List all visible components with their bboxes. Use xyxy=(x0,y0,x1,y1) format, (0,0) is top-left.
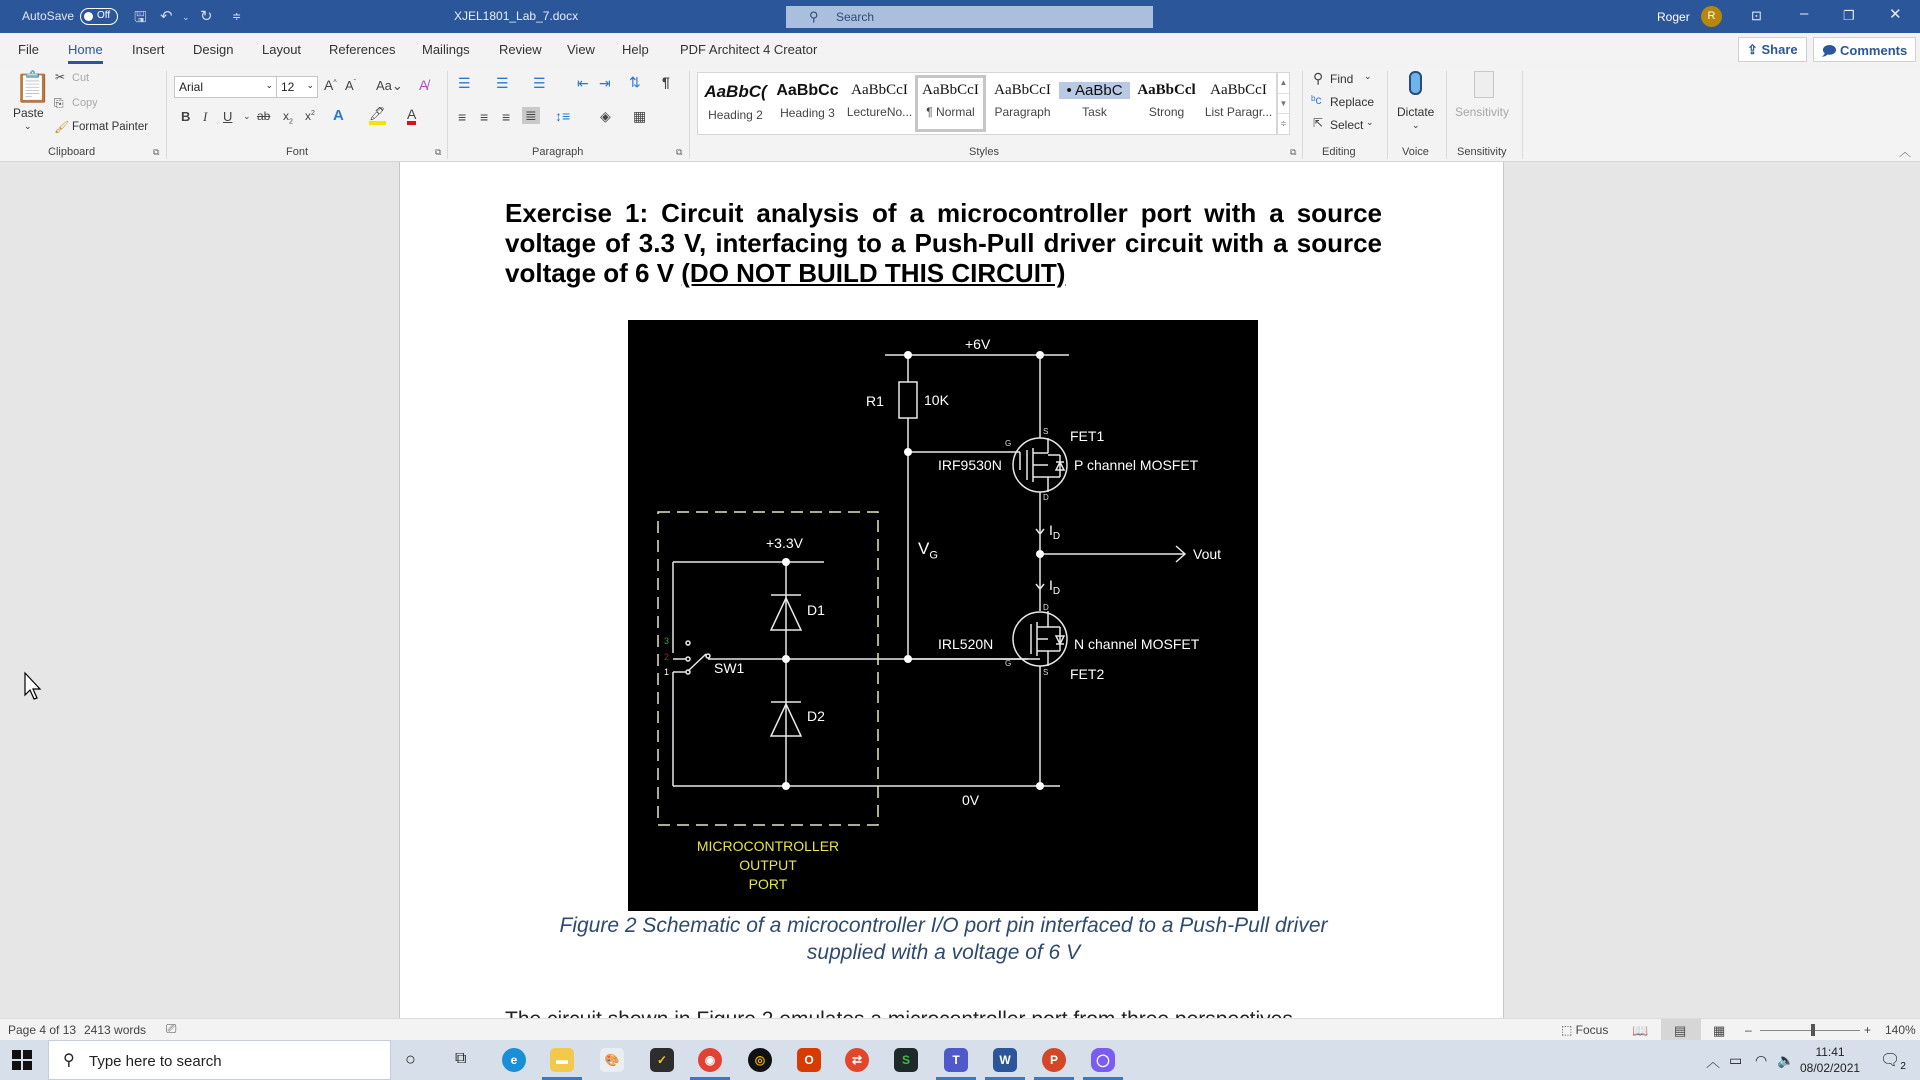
chevron-down-icon: ⌄ xyxy=(1364,71,1372,81)
supply-6v-label: +6V xyxy=(965,336,991,352)
undo-icon[interactable]: ↶ xyxy=(160,8,173,25)
separator xyxy=(447,71,448,159)
style-sample: AaBbCcI xyxy=(851,82,908,98)
paintbrush-icon: 🖌 xyxy=(54,120,70,134)
font-launcher-icon[interactable]: ⧉ xyxy=(435,147,442,157)
green-app-icon[interactable]: S xyxy=(894,1048,918,1072)
tab-view[interactable]: View xyxy=(567,42,595,57)
undo-dropdown-icon[interactable]: ⌄ xyxy=(182,12,190,22)
font-color-icon[interactable]: A xyxy=(407,107,416,125)
zoom-out-icon[interactable]: – xyxy=(1745,1023,1752,1037)
fet2-pin-g: G xyxy=(1005,659,1012,668)
line-spacing-icon[interactable]: ↕≡ xyxy=(555,108,571,124)
fet1-pin-d: D xyxy=(1043,493,1049,502)
align-center-icon[interactable]: ≡ xyxy=(480,109,489,125)
heading-warning: (DO NOT BUILD THIS CIRCUIT) xyxy=(681,258,1066,288)
voice-group-label: Voice xyxy=(1402,146,1429,158)
borders-icon[interactable]: ▦ xyxy=(633,108,647,124)
styles-group-label: Styles xyxy=(969,146,999,158)
style-name: Strong xyxy=(1148,105,1185,119)
vg-subscript: G xyxy=(929,549,938,562)
autosave-state: Off xyxy=(97,10,111,21)
clock-date: 08/02/2021 xyxy=(1800,1061,1861,1075)
windows-start-icon[interactable] xyxy=(12,1050,32,1070)
exercise-heading xyxy=(505,198,1382,288)
word-count[interactable]: 2413 words xyxy=(84,1023,147,1037)
fet1-type: P channel MOSFET xyxy=(1074,457,1199,473)
style-sample: AaBbCcI xyxy=(922,82,979,98)
fet2-name: FET2 xyxy=(1070,666,1105,682)
style-normal[interactable] xyxy=(915,75,986,132)
clipboard-group-label: Clipboard xyxy=(48,146,96,158)
document-page[interactable] xyxy=(399,162,1504,1062)
font-size-value: 12 xyxy=(281,80,295,94)
separator xyxy=(1302,71,1303,159)
font-group-label: Font xyxy=(286,146,309,158)
figure-caption xyxy=(505,912,1382,966)
separator xyxy=(166,71,167,159)
replace-icon: ᵇc xyxy=(1311,93,1322,107)
minimize-icon[interactable]: – xyxy=(1800,5,1809,22)
avatar[interactable]: R xyxy=(1701,6,1722,27)
norton-icon[interactable]: ✓ xyxy=(650,1048,674,1072)
clipboard-launcher-icon[interactable]: ⧉ xyxy=(153,147,160,157)
change-case-icon[interactable]: Aa⌄ xyxy=(376,78,403,93)
search-icon: ⚲ xyxy=(809,9,819,24)
scissors-icon: ✂ xyxy=(55,70,66,84)
comments-button[interactable] xyxy=(1813,37,1916,62)
focus-icon: ⬚ xyxy=(1561,1023,1576,1037)
multilevel-list-icon[interactable]: ☰ xyxy=(533,75,546,91)
fet1-part: IRF9530N xyxy=(938,457,1002,473)
styles-gallery xyxy=(697,72,1277,135)
ribbon-display-options-icon[interactable]: ⊡ xyxy=(1751,8,1762,23)
chevron-down-icon: ⌄ xyxy=(1412,120,1420,130)
font-name-combo[interactable] xyxy=(174,76,277,98)
taskbar-search-box[interactable] xyxy=(48,1040,391,1080)
bold-icon[interactable]: B xyxy=(181,109,191,124)
subscript-icon[interactable]: $x_2$ xyxy=(283,109,293,126)
save-icon[interactable]: 🖫 xyxy=(134,9,147,26)
autosave-toggle[interactable] xyxy=(80,8,118,25)
r1-value: 10K xyxy=(924,392,949,408)
text-effects-icon[interactable]: A xyxy=(333,107,344,124)
id-label-1 xyxy=(1049,522,1060,542)
id-subscript: D xyxy=(1052,585,1061,597)
dictate-label: Dictate xyxy=(1397,105,1435,119)
style-name: Heading 2 xyxy=(708,108,763,122)
switch-pin-2: 2 xyxy=(664,652,670,662)
underline-dropdown-icon[interactable]: ⌄ xyxy=(243,111,251,121)
share-label: Share xyxy=(1761,42,1798,57)
supply-3v3-label: +3.3V xyxy=(766,535,803,551)
style-name: List Paragr... xyxy=(1204,105,1273,119)
title-bar xyxy=(0,0,1920,33)
style-heading-3[interactable] xyxy=(772,75,843,132)
editing-group-label: Editing xyxy=(1322,146,1356,158)
separator xyxy=(1522,71,1523,159)
tab-file[interactable]: File xyxy=(18,42,39,57)
zoom-slider-track[interactable] xyxy=(1760,1030,1860,1031)
screen-recorder-icon[interactable]: ◯ xyxy=(1091,1048,1115,1072)
sensitivity-label: Sensitivity xyxy=(1455,105,1510,119)
sensitivity-group-label: Sensitivity xyxy=(1457,146,1507,158)
style-strong[interactable] xyxy=(1131,75,1202,132)
more-styles-icon[interactable]: ≑ xyxy=(1278,113,1289,133)
ground-label: 0V xyxy=(962,792,980,808)
scroll-down-icon[interactable]: ▼ xyxy=(1278,93,1289,113)
document-area xyxy=(0,162,1920,1018)
mcu-label-line: OUTPUT xyxy=(739,857,797,873)
print-layout-icon[interactable]: ▤ xyxy=(1674,1023,1687,1038)
title-search-box[interactable] xyxy=(786,6,1153,28)
select-label: Select xyxy=(1330,118,1364,132)
fet1-name: FET1 xyxy=(1070,428,1105,444)
separator xyxy=(1387,71,1388,159)
status-bar xyxy=(0,1018,1920,1040)
read-mode-icon[interactable]: 📖 xyxy=(1632,1023,1649,1038)
fet1-pin-s: S xyxy=(1043,427,1049,436)
sort-icon[interactable]: ⇅ xyxy=(629,74,641,90)
comments-label: Comments xyxy=(1840,43,1908,58)
clock-time: 11:41 xyxy=(1815,1045,1845,1059)
tab-help[interactable]: Help xyxy=(622,42,649,57)
d2-label: D2 xyxy=(807,708,825,724)
show-hidden-icons-icon[interactable]: ︿ xyxy=(1706,1054,1720,1070)
search-placeholder: Search xyxy=(836,10,875,24)
user-name[interactable]: Roger xyxy=(1657,10,1690,24)
tab-review[interactable]: Review xyxy=(499,42,542,57)
format-painter-label: Format Painter xyxy=(72,121,149,133)
align-right-icon[interactable]: ≡ xyxy=(502,109,511,125)
focus-button[interactable] xyxy=(1561,1023,1608,1037)
paint-icon[interactable]: 🎨 xyxy=(600,1048,624,1072)
paste-icon: 📋 xyxy=(14,71,52,104)
remote-desktop-icon[interactable]: ⇄ xyxy=(845,1048,869,1072)
mcu-label-line: MICROCONTROLLER xyxy=(696,838,840,854)
wifi-icon[interactable]: ◠ xyxy=(1755,1052,1768,1068)
style-task[interactable] xyxy=(1059,75,1130,132)
chevron-down-icon: ⌄ xyxy=(265,80,273,90)
tab-layout[interactable]: Layout xyxy=(262,42,302,57)
schematic-diagram xyxy=(628,320,1258,911)
fet2-part: IRL520N xyxy=(938,636,994,652)
share-icon: ⇪ xyxy=(1747,42,1762,57)
ribbon-tabs xyxy=(0,33,1920,65)
increase-indent-icon[interactable]: ⇥ xyxy=(599,75,611,91)
style-sample: AaBbCcI xyxy=(994,82,1051,98)
style-list-paragraph[interactable] xyxy=(1203,75,1274,132)
fet2-pin-d: D xyxy=(1043,603,1049,612)
sw1-label: SW1 xyxy=(714,660,745,676)
fet1-pin-g: G xyxy=(1005,439,1012,448)
id-label-2 xyxy=(1049,577,1060,597)
underline-icon[interactable]: U xyxy=(223,109,233,124)
caption-line: supplied with a voltage of 6 V xyxy=(806,941,1081,964)
style-lectureno[interactable] xyxy=(844,75,915,132)
zoom-level[interactable]: 140% xyxy=(1885,1023,1916,1037)
microphone-icon xyxy=(1409,71,1422,95)
proofing-icon[interactable]: ⎚ xyxy=(166,1021,177,1036)
cut-label: Cut xyxy=(72,72,90,84)
clear-formatting-icon[interactable]: A̸ xyxy=(419,77,429,93)
vg-label xyxy=(918,539,938,561)
taskbar-search-placeholder: Type here to search xyxy=(89,1053,222,1070)
teams-icon[interactable]: T xyxy=(944,1048,968,1072)
tab-mailings[interactable]: Mailings xyxy=(422,42,470,57)
style-sample: AaBbCcI xyxy=(1210,82,1267,98)
find-label: Find xyxy=(1330,72,1354,86)
restore-icon[interactable]: ❐ xyxy=(1843,8,1855,23)
style-name: Task xyxy=(1082,105,1107,119)
numbering-icon[interactable]: ☰ xyxy=(496,75,509,91)
id-subscript: D xyxy=(1052,530,1061,542)
zoom-in-icon[interactable]: + xyxy=(1864,1023,1872,1037)
battery-icon[interactable]: ▭ xyxy=(1729,1052,1743,1068)
system-clock[interactable] xyxy=(1800,1044,1860,1076)
powerpoint-icon[interactable]: P xyxy=(1042,1048,1066,1072)
chrome-icon[interactable]: ◉ xyxy=(698,1048,722,1072)
mcu-label-line: PORT xyxy=(748,876,788,892)
font-size-combo[interactable] xyxy=(276,76,318,98)
r1-label: R1 xyxy=(866,393,884,409)
grow-font-icon[interactable]: A^ xyxy=(324,77,337,93)
scroll-up-icon[interactable]: ▲ xyxy=(1279,78,1288,87)
mouse-cursor-icon xyxy=(24,672,44,702)
fet2-pin-s: S xyxy=(1043,668,1049,677)
switch-pin-1: 1 xyxy=(664,667,670,677)
tab-home[interactable]: Home xyxy=(68,42,103,57)
tab-design[interactable]: Design xyxy=(193,42,234,57)
caption-line: Figure 2 Schematic of a microcontroller I/O port pin interfaced to a Push-Pull driver xyxy=(559,914,1328,937)
style-name: Heading 3 xyxy=(780,106,835,120)
copy-label: Copy xyxy=(72,97,98,109)
align-left-icon[interactable]: ≡ xyxy=(458,109,467,125)
toggle-knob xyxy=(84,12,93,21)
zoom-slider-thumb[interactable] xyxy=(1811,1024,1815,1036)
font-name-value: Arial xyxy=(179,80,204,94)
show-formatting-marks-icon[interactable]: ¶ xyxy=(662,74,670,90)
replace-label: Replace xyxy=(1330,95,1375,109)
highlight-icon[interactable]: 🖊 xyxy=(369,107,386,125)
superscript-icon[interactable]: $x^2$ xyxy=(305,109,315,123)
styles-scroller[interactable] xyxy=(1277,72,1290,135)
search-icon: ⚲ xyxy=(63,1052,75,1069)
style-sample: AaBbC( xyxy=(704,82,767,101)
style-heading-2[interactable] xyxy=(700,75,771,132)
focus-label: Focus xyxy=(1575,1023,1609,1037)
tab-pdf-architect[interactable]: PDF Architect 4 Creator xyxy=(680,42,818,57)
page-count[interactable]: Page 4 of 13 xyxy=(8,1023,77,1037)
paragraph-launcher-icon[interactable]: ⧉ xyxy=(676,147,683,157)
redo-icon[interactable]: ↻ xyxy=(200,8,213,25)
style-paragraph[interactable] xyxy=(987,75,1058,132)
ribbon xyxy=(0,65,1920,162)
tab-insert[interactable]: Insert xyxy=(132,42,165,57)
paste-label: Paste xyxy=(13,106,44,120)
strikethrough-icon[interactable]: ab xyxy=(257,109,271,123)
volume-icon[interactable]: 🔈 xyxy=(1777,1052,1795,1068)
select-cursor-icon: ⇱ xyxy=(1313,116,1324,130)
vout-label: Vout xyxy=(1193,546,1222,562)
bullets-icon[interactable]: ☰ xyxy=(458,75,471,91)
style-name: Paragraph xyxy=(994,105,1051,119)
tab-references[interactable]: References xyxy=(329,42,396,57)
d1-label: D1 xyxy=(807,602,825,618)
close-icon[interactable]: ✕ xyxy=(1889,6,1902,23)
styles-launcher-icon[interactable]: ⧉ xyxy=(1290,147,1297,157)
chevron-down-icon: ⌄ xyxy=(1366,117,1374,127)
paste-dropdown-icon: ⌄ xyxy=(24,121,32,131)
notification-count: 2 xyxy=(1900,1061,1906,1073)
autosave-label: AutoSave xyxy=(22,9,75,23)
share-button[interactable] xyxy=(1738,37,1807,62)
taskbar xyxy=(0,1040,1920,1080)
justify-icon[interactable]: ≣ xyxy=(522,107,540,124)
schematic-figure[interactable] xyxy=(628,320,1258,911)
chevron-down-icon: ⌄ xyxy=(306,80,314,90)
word-icon[interactable]: W xyxy=(993,1048,1017,1072)
style-sample: AaBbCcl xyxy=(1137,82,1196,98)
task-view-icon[interactable]: ⧉ xyxy=(455,1050,467,1067)
document-title: XJEL1801_Lab_7.docx xyxy=(454,9,579,23)
edge-icon[interactable]: e xyxy=(502,1048,526,1072)
id-text: I xyxy=(1049,522,1053,538)
heading-text: Exercise 1: Circuit analysis of a microcontroller port with a source voltage of 3.3 V, interfacing to a Push-Pull driver circuit with a source voltage of 6 V xyxy=(505,198,1382,288)
cortana-icon[interactable]: ○ xyxy=(405,1049,416,1069)
media-app-icon[interactable]: ◎ xyxy=(748,1048,772,1072)
separator xyxy=(1446,71,1447,159)
shading-icon[interactable]: ◈ xyxy=(600,108,611,124)
mcu-port-label xyxy=(658,837,878,894)
sensitivity-icon xyxy=(1474,71,1494,98)
switch-pin-3: 3 xyxy=(664,636,670,646)
comment-icon: 🗩 xyxy=(1822,43,1841,58)
customize-qat-icon[interactable]: ≑ xyxy=(232,11,242,23)
copy-icon: ⎘ xyxy=(54,96,64,110)
shrink-font-icon[interactable]: $A^ˇ$ xyxy=(345,78,357,93)
decrease-indent-icon[interactable]: ⇤ xyxy=(577,75,589,91)
web-layout-icon[interactable]: ▦ xyxy=(1713,1023,1726,1038)
style-sample: AaBbCc xyxy=(776,82,839,99)
italic-icon[interactable]: I xyxy=(203,109,208,124)
vg-text: V xyxy=(918,539,930,558)
find-icon: ⚲ xyxy=(1313,70,1324,86)
style-name: LectureNo... xyxy=(846,105,913,119)
file-explorer-icon[interactable]: ▬ xyxy=(550,1048,574,1072)
fet2-type: N channel MOSFET xyxy=(1074,636,1200,652)
collapse-ribbon-icon[interactable]: ︿ xyxy=(1899,145,1912,159)
style-name: ¶ Normal xyxy=(926,105,975,119)
notifications-icon[interactable]: $🗨_2$ xyxy=(1880,1052,1906,1073)
paragraph-group-label: Paragraph xyxy=(532,146,584,158)
id-text: I xyxy=(1049,577,1053,593)
office-icon[interactable]: O xyxy=(797,1048,821,1072)
style-sample: • AaBbC xyxy=(1059,82,1130,99)
separator xyxy=(689,71,690,159)
